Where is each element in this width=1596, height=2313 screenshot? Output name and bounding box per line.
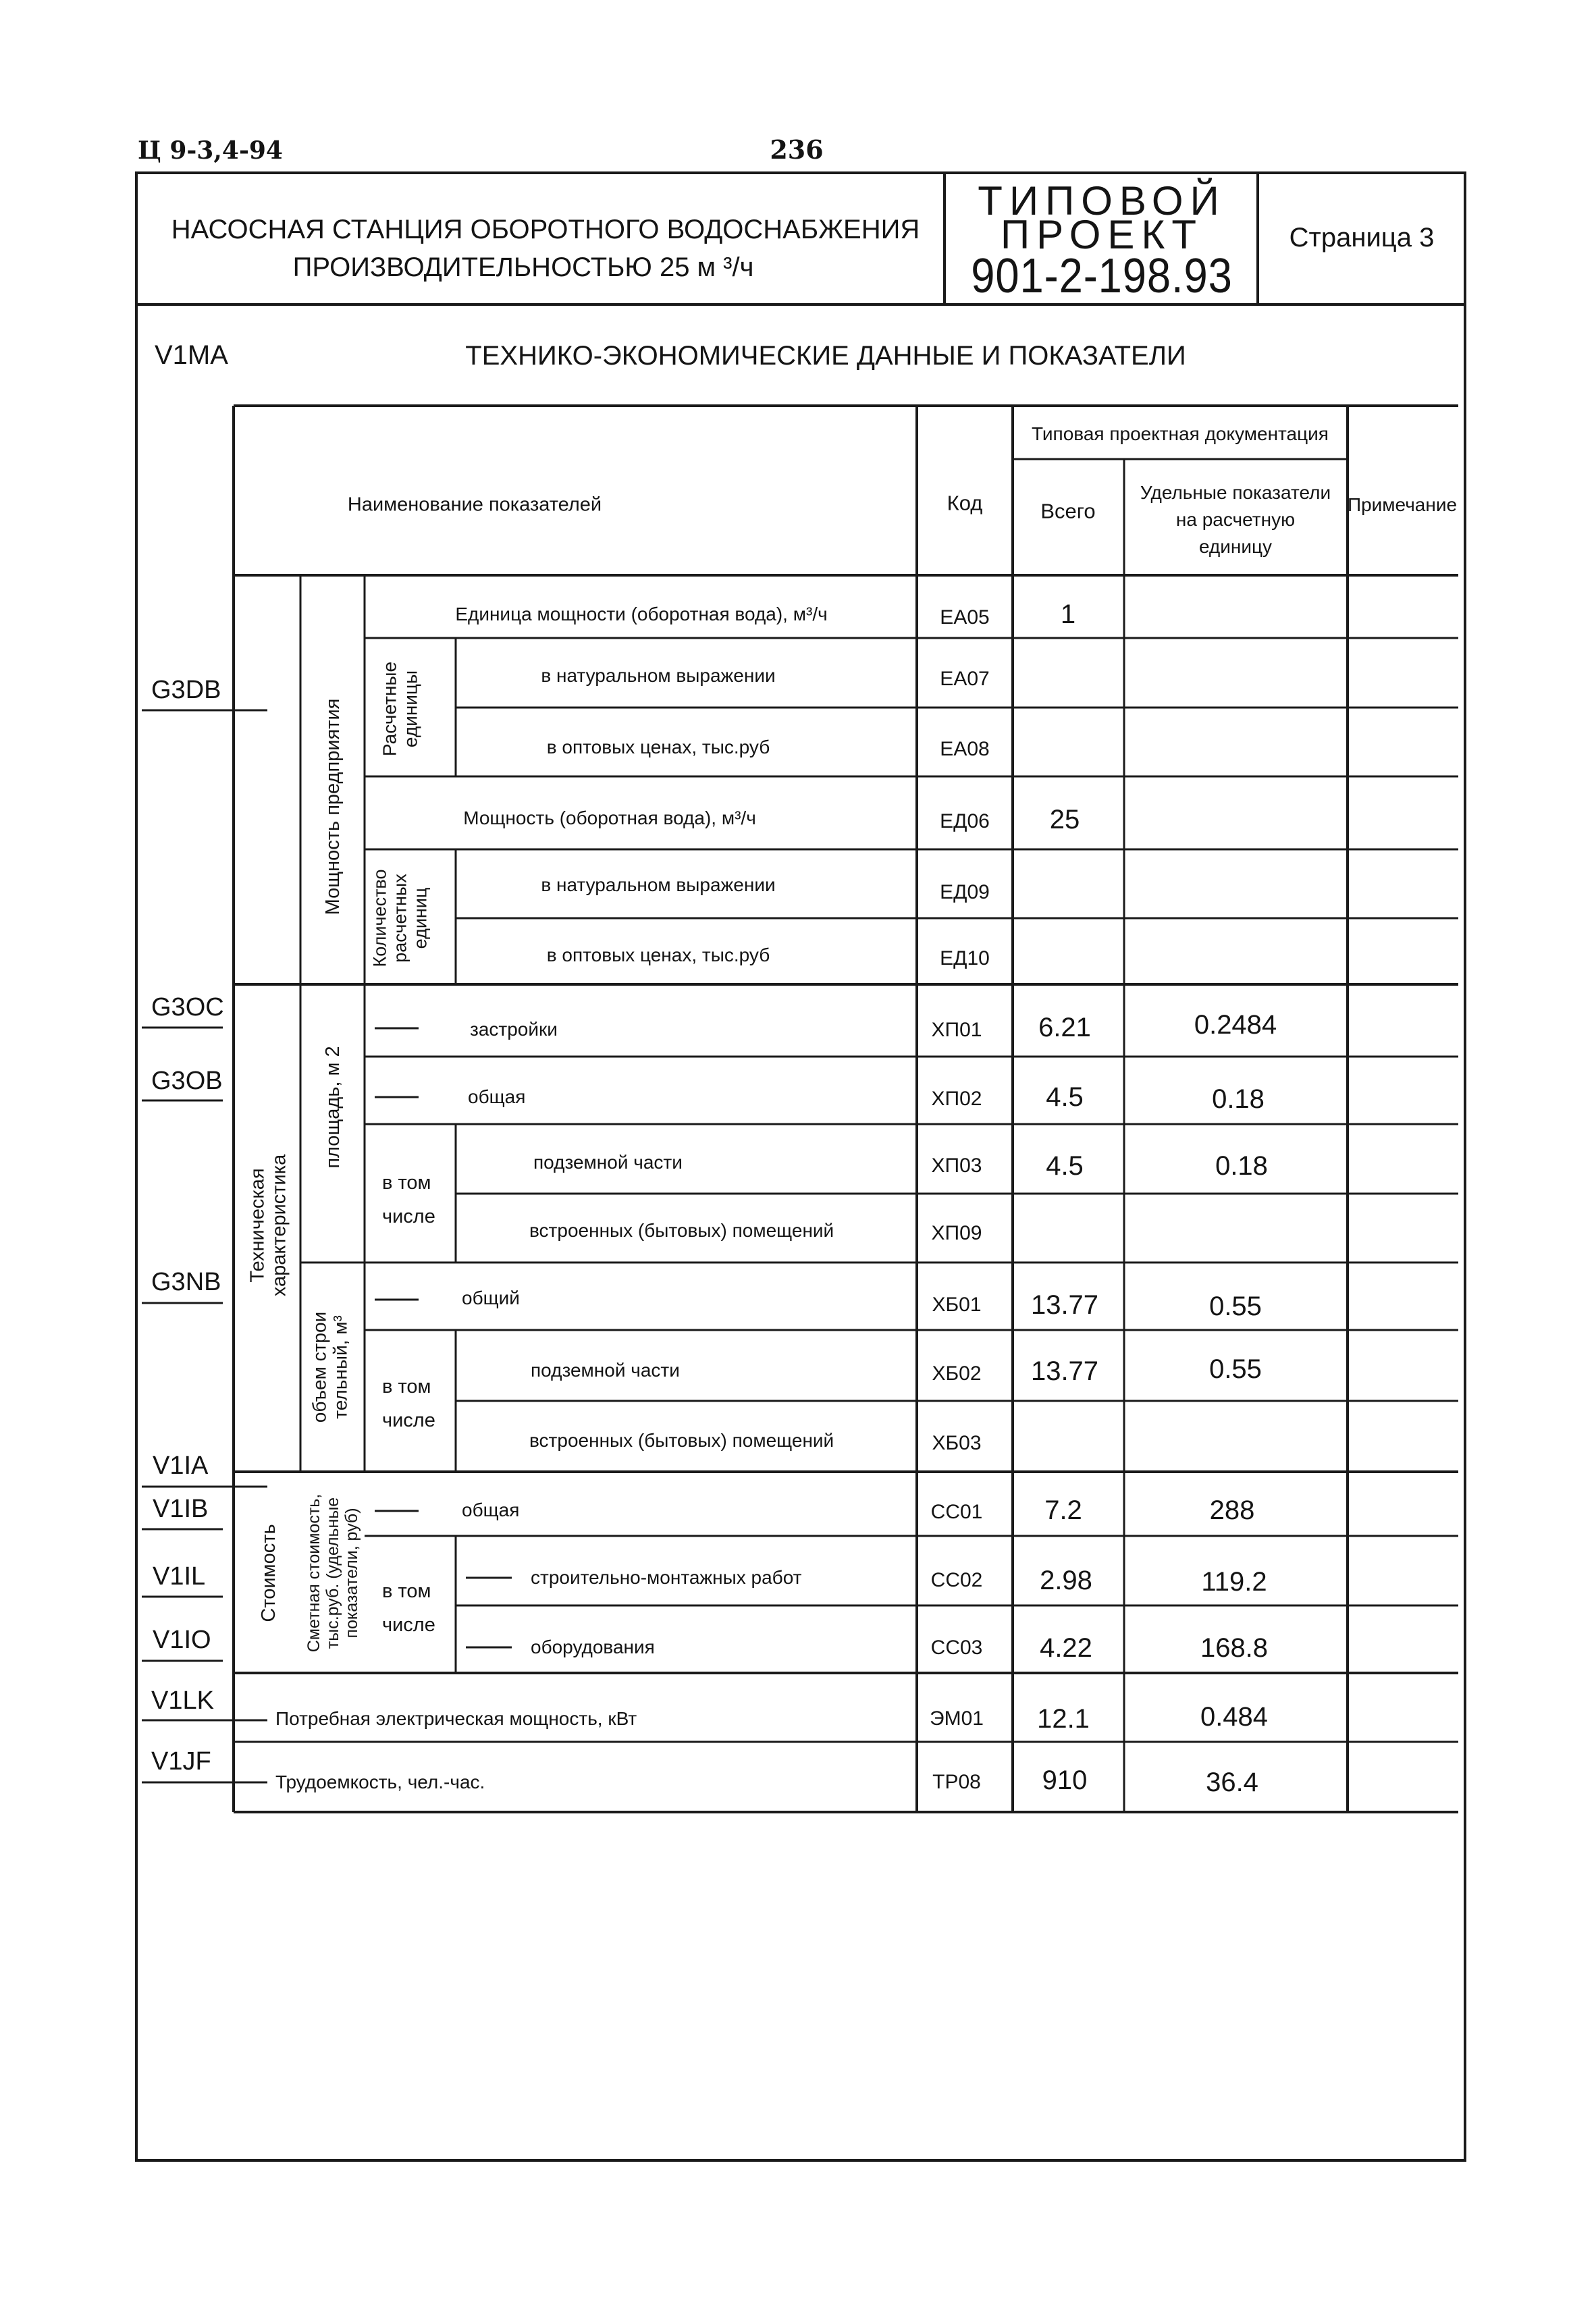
estimate-line1: Сметная стоимость,: [304, 1493, 323, 1653]
row-total: 4.5: [1046, 1151, 1084, 1181]
row-specific: 0.18: [1215, 1151, 1268, 1181]
row-code: ЕД06: [940, 810, 990, 832]
section-title: ТЕХНИКО-ЭКОНОМИЧЕСКИЕ ДАННЫЕ И ПОКАЗАТЕЛИ: [465, 341, 1186, 371]
row-code: ЕД09: [940, 881, 990, 903]
vertical-label-calc-units: [379, 662, 422, 756]
row-name: Трудоемкость, чел.-час.: [275, 1772, 485, 1792]
tech-line2: характеристика: [269, 1154, 290, 1297]
row-name: Единица мощности (оборотная вода), м³/ч: [455, 604, 828, 624]
row-code: ХП09: [931, 1222, 982, 1244]
header-specific-line2: на расчетную: [1175, 509, 1296, 530]
row-specific: 36.4: [1206, 1767, 1258, 1797]
row-code: ЕД10: [940, 947, 990, 969]
project-label-line1: ТИПОВОЙ: [978, 178, 1226, 223]
header-code-column: Код: [947, 491, 983, 515]
row-name: общий: [462, 1287, 520, 1308]
row-specific: 0.55: [1209, 1292, 1262, 1321]
document-title-line1: НАСОСНАЯ СТАНЦИЯ ОБОРОТНОГО ВОДОСНАБЖЕНИЯ: [171, 215, 920, 244]
side-code-g3db: G3DB: [151, 676, 221, 704]
row-total: 4.22: [1040, 1633, 1092, 1663]
row-code: ХБ03: [932, 1432, 982, 1454]
row-total: 7.2: [1044, 1495, 1082, 1525]
qty-line1: Количество: [369, 869, 390, 967]
incl-label-volume-2: числе: [382, 1410, 435, 1431]
row-name: общая: [468, 1086, 526, 1107]
row-specific: 288: [1209, 1495, 1255, 1525]
vertical-label-cost: Стоимость: [257, 1524, 280, 1622]
row-total: 1: [1060, 600, 1076, 629]
side-code-v1ib: V1IB: [153, 1495, 209, 1523]
side-code-v1lk: V1LK: [151, 1686, 214, 1715]
row-code: ЕА07: [940, 668, 990, 690]
qty-line3: единиц: [410, 887, 431, 949]
row-name: в оптовых ценах, тыс.руб: [546, 737, 770, 757]
header-typical-docs: Типовая проектная документация: [1032, 423, 1329, 444]
vertical-label-capacity: Мощность предприятия: [321, 698, 344, 915]
row-specific: 168.8: [1200, 1633, 1269, 1663]
row-name: подземной части: [531, 1360, 680, 1381]
volume-line1: объем строи: [309, 1311, 330, 1423]
page-label: Страница 3: [1289, 223, 1435, 252]
incl-label-volume-1: в том: [382, 1376, 431, 1398]
row-code: ХБ01: [932, 1294, 982, 1316]
incl-label-area-1: в том: [382, 1172, 431, 1194]
row-name: встроенных (бытовых) помещений: [529, 1430, 834, 1451]
row-code: ЕА05: [940, 606, 990, 629]
vertical-label-technical: [247, 1154, 291, 1296]
row-code: ХБ02: [932, 1362, 982, 1385]
row-name: строительно-монтажных работ: [531, 1567, 802, 1588]
vertical-label-estimate: [304, 1494, 361, 1653]
incl-label-area-2: числе: [382, 1206, 435, 1227]
row-total: 25: [1049, 805, 1080, 834]
incl-label-cost-2: числе: [382, 1614, 435, 1636]
row-name: встроенных (бытовых) помещений: [529, 1220, 834, 1241]
row-name: Потребная электрическая мощность, кВт: [275, 1708, 637, 1729]
row-total: 910: [1042, 1765, 1088, 1795]
row-total: 13.77: [1030, 1356, 1099, 1386]
row-total: 4.5: [1046, 1082, 1084, 1112]
row-specific: 0.2484: [1194, 1010, 1277, 1040]
vertical-label-area: площадь, м 2: [321, 1046, 344, 1169]
row-name: Мощность (оборотная вода), м³/ч: [463, 807, 756, 828]
incl-label-cost-1: в том: [382, 1580, 431, 1602]
sheet-number: 236: [770, 134, 824, 165]
row-specific: 119.2: [1201, 1567, 1267, 1597]
row-name: подземной части: [533, 1152, 683, 1173]
row-total: 13.77: [1030, 1290, 1099, 1320]
calc-units-line2: единицы: [400, 670, 421, 748]
document-title-line2: ПРОИЗВОДИТЕЛЬНОСТЬЮ 25 м ³/ч: [292, 252, 754, 282]
row-code: ЭМ01: [930, 1707, 984, 1730]
header-specific-line3: единицу: [1198, 536, 1273, 557]
side-code-v1jf: V1JF: [151, 1747, 211, 1776]
estimate-line3: показатели, руб): [342, 1508, 361, 1639]
vertical-label-unit-quantity: [370, 870, 431, 967]
row-code: ХП01: [931, 1019, 982, 1041]
row-name: застройки: [470, 1019, 558, 1040]
row-name: оборудования: [531, 1637, 655, 1657]
header-total-column: Всего: [1040, 499, 1096, 523]
header-note-column: Примечание: [1347, 494, 1458, 515]
row-code: СС02: [930, 1569, 983, 1591]
row-name: в натуральном выражении: [541, 665, 776, 686]
row-specific: 0.18: [1212, 1084, 1265, 1114]
qty-line2: расчетных: [390, 874, 410, 963]
side-code-v1io: V1IO: [153, 1626, 211, 1654]
row-code: СС03: [930, 1637, 983, 1659]
row-code: СС01: [930, 1501, 983, 1523]
side-code-g3oc: G3OC: [151, 993, 224, 1021]
row-name: в натуральном выражении: [541, 874, 776, 895]
row-code: ХП03: [931, 1154, 982, 1177]
estimate-line2: тыс.руб. (удельные: [323, 1497, 342, 1649]
project-label-line2: ПРОЕКТ: [1000, 212, 1204, 257]
section-code: V1MA: [155, 340, 228, 370]
series-code: Ц 9-3,4-94: [138, 136, 283, 165]
row-name: общая: [462, 1499, 520, 1520]
project-number: 901-2-198.93: [971, 249, 1233, 303]
row-code: ХП02: [931, 1088, 982, 1110]
header-name-column: Наименование показателей: [347, 494, 602, 516]
row-specific: 0.55: [1209, 1354, 1262, 1384]
row-total: 2.98: [1040, 1566, 1092, 1595]
row-specific: 0.484: [1200, 1702, 1269, 1732]
side-code-g3nb: G3NB: [151, 1268, 221, 1296]
volume-line2: тельный, м³: [330, 1315, 351, 1419]
row-code: ТР08: [932, 1771, 981, 1793]
tech-line1: Техническая: [246, 1168, 269, 1283]
side-code-g3ob: G3OB: [151, 1067, 223, 1095]
side-code-v1il: V1IL: [153, 1562, 206, 1591]
header-specific-line1: Удельные показатели: [1140, 482, 1331, 503]
row-total: 6.21: [1038, 1013, 1091, 1042]
vertical-label-volume: [309, 1312, 352, 1423]
row-name: в оптовых ценах, тыс.руб: [546, 945, 770, 965]
row-code: ЕА08: [940, 738, 990, 760]
row-total: 12.1: [1037, 1704, 1090, 1734]
side-code-v1ia: V1IA: [153, 1452, 209, 1480]
calc-units-line1: Расчетные: [379, 661, 400, 757]
